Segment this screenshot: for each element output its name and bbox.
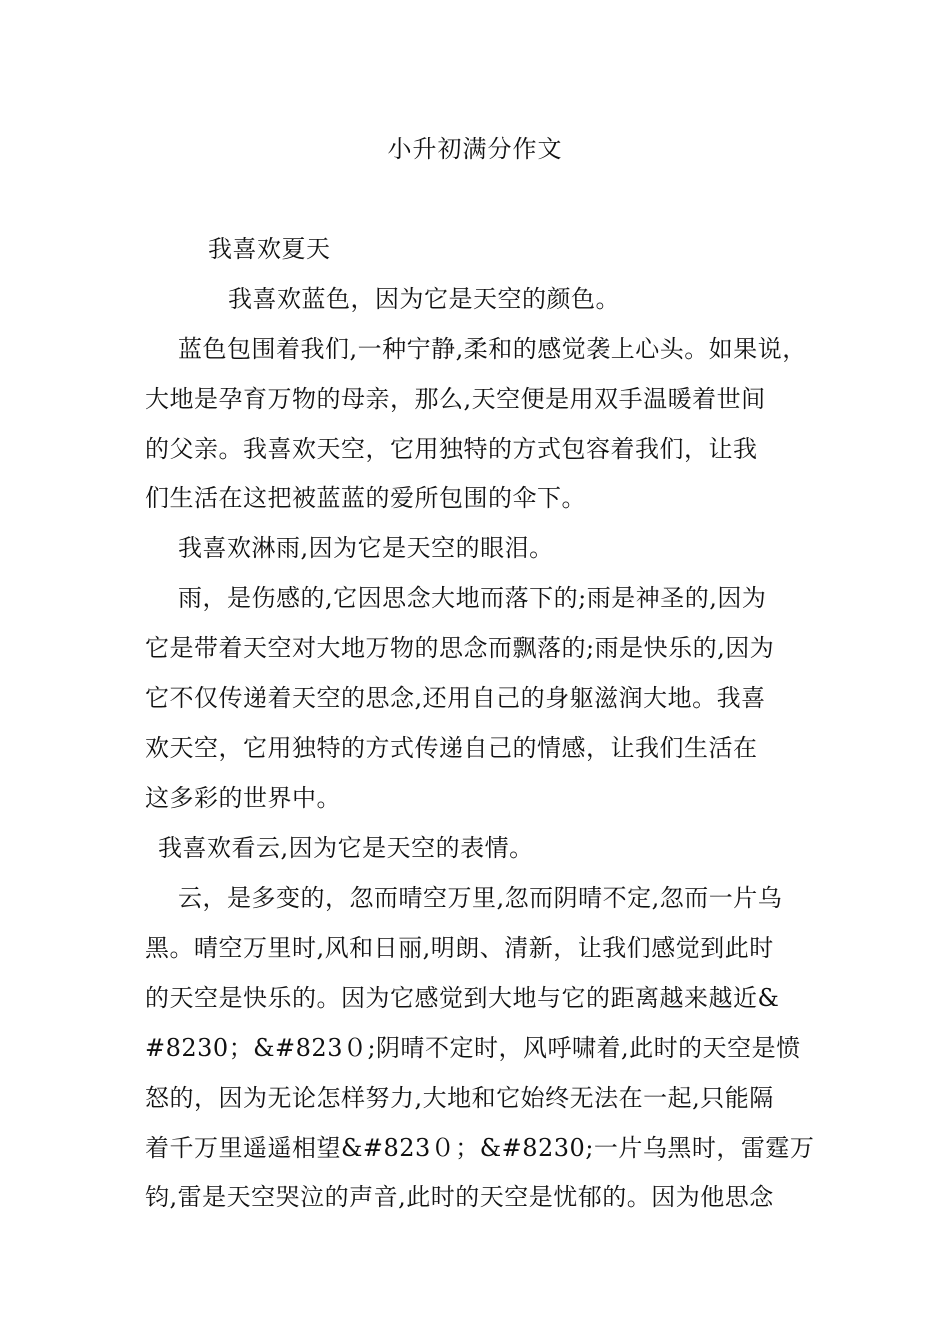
text-line-13: 我喜欢看云,因为它是天空的表情。: [158, 834, 534, 862]
document-title: 小升初满分作文: [387, 135, 563, 163]
text-line-9: 它是带着天空对大地万物的思念而飘落的;雨是快乐的,因为: [145, 634, 775, 662]
text-line-19: 着千万里遥遥相望&#823０；&#8230;一片乌黑时，雷霆万: [145, 1134, 815, 1162]
text-line-10: 它不仅传递着天空的思念,还用自己的身躯滋润大地。我喜: [145, 684, 766, 712]
text-line-8: 雨，是伤感的,它因思念大地而落下的;雨是神圣的,因为: [178, 584, 767, 612]
text-line-18: 怒的，因为无论怎样努力,大地和它始终无法在一起,只能隔: [145, 1084, 774, 1112]
text-line-7: 我喜欢淋雨,因为它是天空的眼泪。: [178, 534, 554, 562]
text-line-17: #8230；&#823０;阴晴不定时，风呼啸着,此时的天空是愤: [145, 1034, 801, 1062]
text-line-12: 这多彩的世界中。: [145, 784, 341, 812]
text-line-2: 我喜欢蓝色，因为它是天空的颜色。: [228, 285, 620, 313]
text-line-3: 蓝色包围着我们,一种宁静,柔和的感觉袭上心头。如果说，: [178, 335, 807, 363]
text-line-1: 我喜欢夏天: [208, 235, 331, 263]
text-line-11: 欢天空，它用独特的方式传递自己的情感，让我们生活在: [145, 734, 758, 762]
text-line-16: 的天空是快乐的。因为它感觉到大地与它的距离越来越近&: [145, 984, 780, 1012]
text-line-15: 黑。晴空万里时,风和日丽,明朗、清新，让我们感觉到此时: [145, 934, 774, 962]
text-line-5: 的父亲。我喜欢天空，它用独特的方式包容着我们，让我: [145, 435, 758, 463]
text-line-20: 钧,雷是天空哭泣的声音,此时的天空是忧郁的。因为他思念: [145, 1183, 774, 1211]
text-line-6: 们生活在这把被蓝蓝的爱所包围的伞下。: [145, 484, 586, 512]
text-line-14: 云，是多变的，忽而晴空万里,忽而阴晴不定,忽而一片乌: [178, 884, 783, 912]
text-line-4: 大地是孕育万物的母亲，那么,天空便是用双手温暖着世间: [145, 385, 766, 413]
